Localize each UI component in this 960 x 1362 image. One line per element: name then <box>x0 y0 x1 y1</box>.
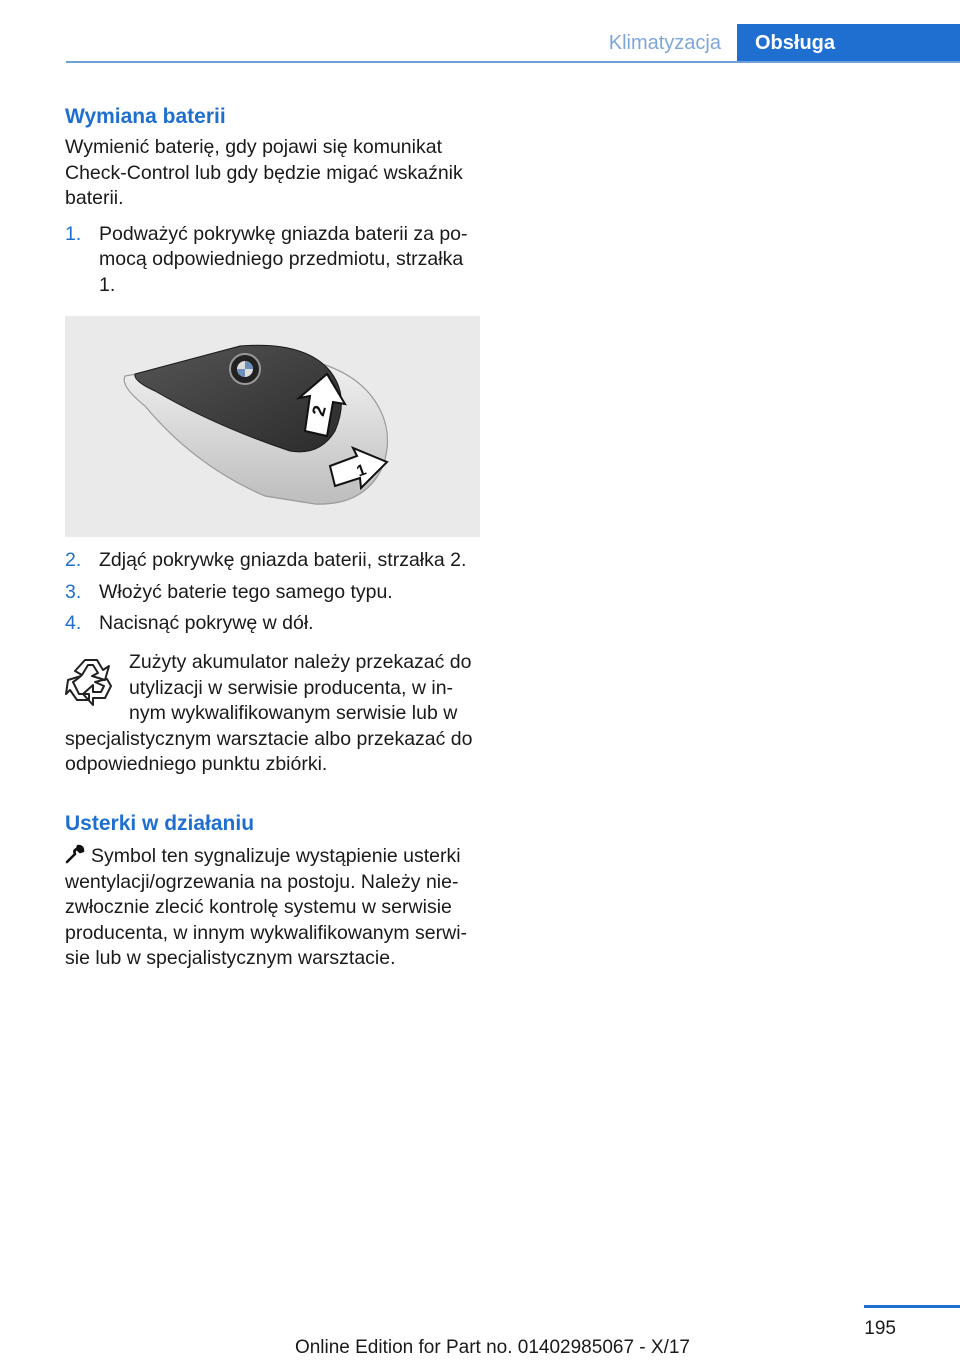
list-item <box>65 222 480 299</box>
recycle-icon <box>65 652 117 712</box>
malfunction-title: Usterki w działaniu <box>65 812 255 835</box>
footer-rule <box>864 1305 960 1308</box>
wrench-icon <box>65 844 85 864</box>
key-fob-illustration <box>65 316 480 537</box>
footer-edition: Online Edition for Part no. 01402985067 - X/17 <box>294 1337 690 1358</box>
list-text: Zdjąć pokrywkę gniazda baterii, strzałka 2. <box>99 549 467 571</box>
tab-chapter: Obsługa <box>737 24 960 62</box>
recycle-note-text: Zużyty akumulator należy przekazać do utylizacji w serwisie producenta, w in-nym wykwalifikowanym serwisie lub w specjalistycznym warsztacie albo przekazać do odpowiedniego punktu zbiórki. <box>65 651 473 775</box>
tab-section: Klimatyzacja <box>608 32 721 54</box>
list-item <box>65 611 480 637</box>
list-number: 3. <box>65 580 82 603</box>
malfunction-text: Symbol ten sygnalizuje wystąpienie usterki wentylacji/ogrzewania na postoju. Należy nie-zwłocznie zlecić kontrolę systemu w serwisie producenta, w innym wykwalifikowanym serwi-sie lub w specjalistycznym warsztacie. <box>65 845 468 969</box>
battery-section <box>65 103 480 298</box>
callout-2: 2 <box>308 403 330 419</box>
header-tabs <box>593 24 960 62</box>
recycle-note <box>65 650 480 778</box>
list-item <box>65 548 480 574</box>
steps-list <box>65 548 480 637</box>
malfunction-section <box>65 810 480 972</box>
list-text: Podważyć pokrywkę gniazda baterii za po-mocą odpowiedniego przedmiotu, strzałka 1. <box>99 222 468 296</box>
battery-intro: Wymienić baterię, gdy pojawi się komunikat Check-Control lub gdy będzie migać wskaźnik baterii. <box>65 136 463 209</box>
key-fob-figure <box>65 316 480 537</box>
list-number: 4. <box>65 612 82 634</box>
page-number: 195 <box>864 1318 896 1339</box>
list-item <box>65 580 480 606</box>
malfunction-paragraph <box>65 844 480 972</box>
callout-1: 1 <box>354 461 369 481</box>
list-number: 2. <box>65 549 82 571</box>
battery-title: Wymiana baterii <box>65 105 226 128</box>
list-number: 1. <box>65 222 82 245</box>
bmw-logo-icon <box>230 354 260 384</box>
list-text: Nacisnąć pokrywę w dół. <box>99 612 314 634</box>
header-rule <box>66 61 960 63</box>
list-text: Włożyć baterie tego samego typu. <box>99 580 393 603</box>
